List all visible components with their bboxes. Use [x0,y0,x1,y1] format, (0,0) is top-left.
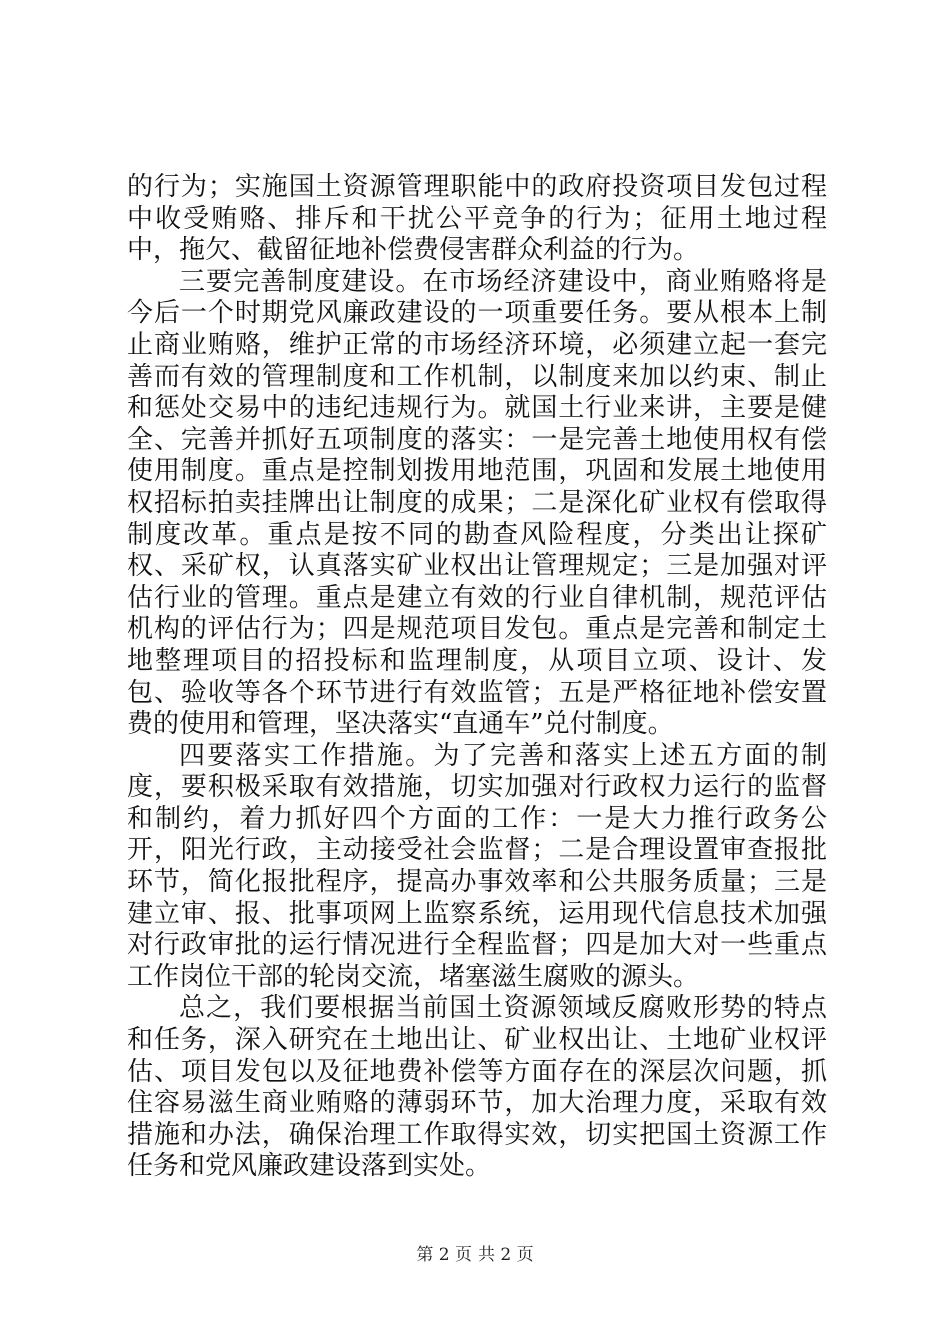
paragraph-system-building: 三要完善制度建设。在市场经济建设中，商业贿赂将是今后一个时期党风廉政建设的一项重要任务。要从根本上制止商业贿赂，维护正常的市场经济环境，必须建立起一套完善而有效的管理制度和工作机制，以制度来加以约束、制止和惩处交易中的违纪违规行为。就国土行业来讲，主要是健全、完善并抓好五项制度的落实：一是完善土地使用权有偿使用制度。重点是控制划拨用地范围，巩固和发展土地使用权招标拍卖挂牌出让制度的成果；二是深化矿业权有偿取得制度改革。重点是按不同的勘查风险程度，分类出让探矿权、采矿权，认真落实矿业权出让管理规定；三是加强对评估行业的管理。重点是建立有效的行业自律机制，规范评估机构的评估行为；四是规范项目发包。重点是完善和制定土地整理项目的招投标和监理制度，从项目立项、设计、发包、验收等各个环节进行有效监管；五是严格征地补偿安置费的使用和管理，坚决落实“直通车”兑付制度。 [127,266,827,740]
page-footer [0,1243,950,1267]
document-body [127,172,827,1183]
paragraph-work-measures: 四要落实工作措施。为了完善和落实上述五方面的制度，要积极采取有效措施，切实加强对行政权力运行的监督和制约，着力抓好四个方面的工作：一是大力推行政务公开，阳光行政，主动接受社会监督；二是合理设置审查报批环节，简化报批程序，提高办事效率和公共服务质量；三是建立审、报、批事项网上监察系统，运用现代信息技术加强对行政审批的运行情况进行全程监督；四是加大对一些重点工作岗位干部的轮岗交流，堵塞滋生腐败的源头。 [127,740,827,992]
paragraph-continuation: 的行为；实施国土资源管理职能中的政府投资项目发包过程中收受贿赂、排斥和干扰公平竞争的行为；征用土地过程中，拖欠、截留征地补偿费侵害群众利益的行为。 [127,172,827,266]
page-number: 第 2 页 [416,1245,472,1265]
page-total: 共 2 页 [478,1245,534,1265]
paragraph-conclusion: 总之，我们要根据当前国土资源领域反腐败形势的特点和任务，深入研究在土地出让、矿业权出让、土地矿业权评估、项目发包以及征地费补偿等方面存在的深层次问题，抓住容易滋生商业贿赂的薄弱环节，加大治理力度，采取有效措施和办法，确保治理工作取得实效，切实把国土资源工作任务和党风廉政建设落到实处。 [127,993,827,1182]
